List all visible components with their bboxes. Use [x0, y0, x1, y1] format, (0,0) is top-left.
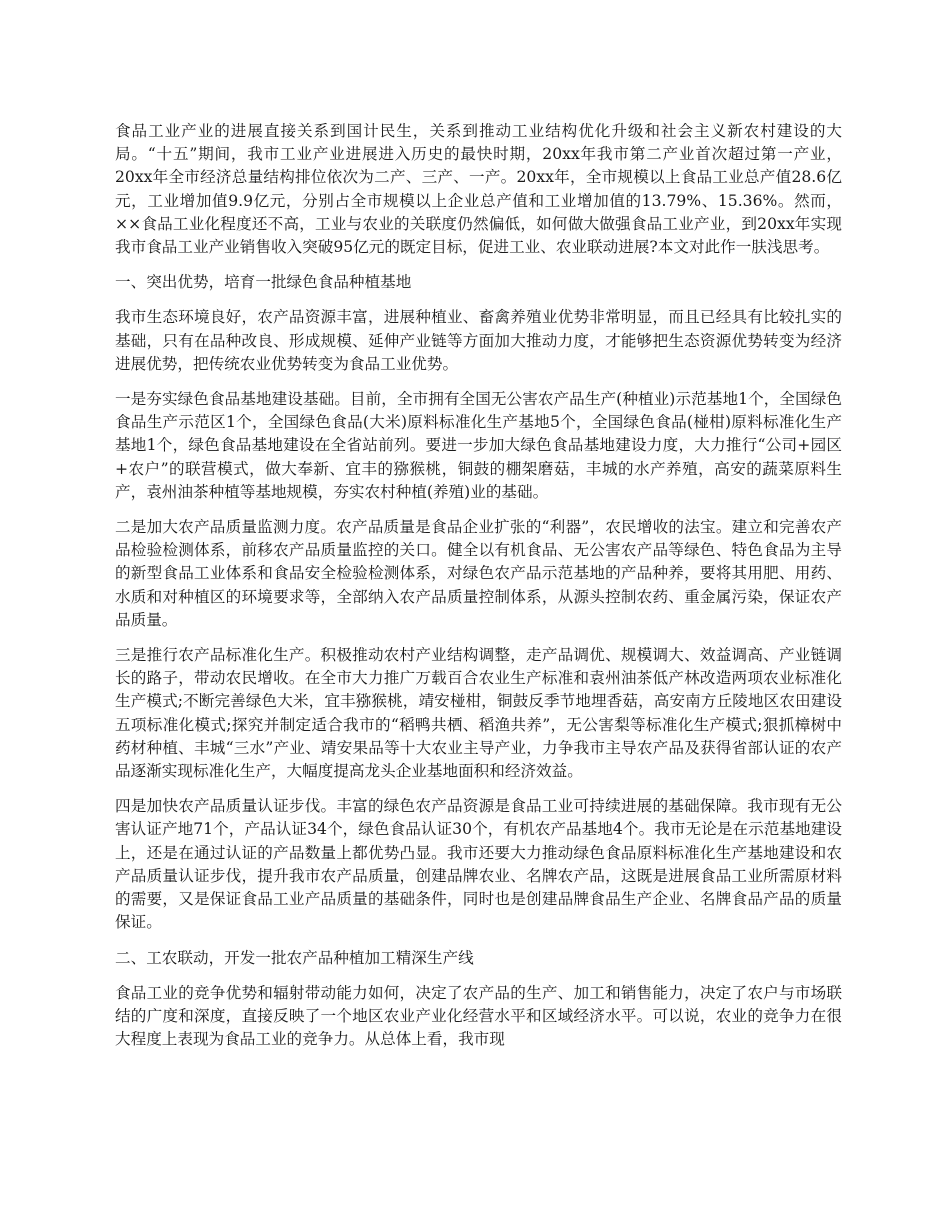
section-heading-2: 二、工农联动，开发一批农产品种植加工精深生产线 [115, 948, 474, 967]
document-body [115, 120, 842, 1063]
intro-paragraph: 食品工业产业的进展直接关系到国计民生，关系到推动工业结构优化升级和社会主义新农村建设的大局。“十五”期间，我市工业产业进展进入历史的最快时期，20xx年我市第二产业首次超过第一产业，20xx年全市经济总量结构排位依次为二产、三产、一产。20xx年，全市规模以上食品工业总产值28.6亿元，工业增加值9.9亿元，分别占全市规模以上企业总产值和工业增加值的13.79%、15.36%。然而，××食品工业化程度还不高，工业与农业的关联度仍然偏低，如何做大做强食品工业产业，到20xx年实现我市食品工业产业销售收入突破95亿元的既定目标，促进工业、农业联动进展?本文对此作一肤浅思考。 [115, 122, 842, 257]
body-paragraph: 一是夯实绿色食品基地建设基础。目前，全市拥有全国无公害农产品生产(种植业)示范基地1个，全国绿色食品生产示范区1个，全国绿色食品(大米)原料标准化生产基地5个，全国绿色食品(椪柑)原料标准化生产基地1个，绿色食品基地建设在全省站前列。要进一步加大绿色食品基地建设力度，大力推行“公司+园区+农户”的联营模式，做大奉新、宜丰的猕猴桃，铜鼓的棚架磨菇，丰城的水产养殖，高安的蔬菜原料生产，袁州油茶种植等基地规模，夯实农村种植(养殖)业的基础。 [115, 390, 842, 501]
body-paragraph: 四是加快农产品质量认证步伐。丰富的绿色农产品资源是食品工业可持续进展的基础保障。我市现有无公害认证产地71个，产品认证34个，绿色食品认证30个，有机农产品基地4个。我市无论是在示范基地建设上，还是在通过认证的产品数量上都优势凸显。我市还要大力推动绿色食品原料标准化生产基地建设和农产品质量认证步伐，提升我市农产品质量，创建品牌农业、名牌农产品，这既是进展食品工业所需原材料的需要，又是保证食品工业产品质量的基础条件，同时也是创建品牌食品生产企业、名牌食品产品的质量保证。 [115, 797, 842, 932]
section-heading-1: 一、突出优势，培育一批绿色食品种植基地 [115, 273, 412, 292]
body-paragraph: 食品工业的竞争优势和辐射带动能力如何，决定了农产品的生产、加工和销售能力，决定了农户与市场联结的广度和深度，直接反映了一个地区农业产业化经营水平和区域经济水平。可以说，农业的竞争力在很大程度上表现为食品工业的竞争力。从总体上看，我市现 [115, 983, 842, 1049]
body-paragraph: 三是推行农产品标准化生产。积极推动农村产业结构调整，走产品调优、规模调大、效益调高、产业链调长的路子，带动农民增收。在全市大力推广万载百合农业生产标准和袁州油茶低产林改造两项农业标准化生产模式;不断完善绿色大米，宜丰猕猴桃，靖安椪柑，铜鼓反季节地埋香菇，高安南方丘陵地区农田建设五项标准化模式;探究并制定适合我市的“稻鸭共栖、稻渔共养”，无公害梨等标准化生产模式;狠抓樟树中药材种植、丰城“三水”产业、靖安果品等十大农业主导产业，力争我市主导农产品及获得省部认证的农产品逐渐实现标准化生产，大幅度提高龙头企业基地面积和经济效益。 [115, 646, 842, 781]
body-paragraph: 我市生态环境良好，农产品资源丰富，进展种植业、畜禽养殖业优势非常明显，而且已经具有比较扎实的基础，只有在品种改良、形成规模、延伸产业链等方面加大推动力度，才能够把生态资源优势转变为经济进展优势，把传统农业优势转变为食品工业优势。 [115, 308, 842, 373]
body-paragraph: 二是加大农产品质量监测力度。农产品质量是食品企业扩张的“利器”，农民增收的法宝。建立和完善农产品检验检测体系，前移农产品质量监控的关口。健全以有机食品、无公害农产品等绿色、特色食品为主导的新型食品工业体系和食品安全检验检测体系，对绿色农产品示范基地的产品种养，要将其用肥、用药、水质和对种植区的环境要求等，全部纳入农产品质量控制体系，从源头控制农药、重金属污染，保证农产品质量。 [115, 518, 842, 629]
